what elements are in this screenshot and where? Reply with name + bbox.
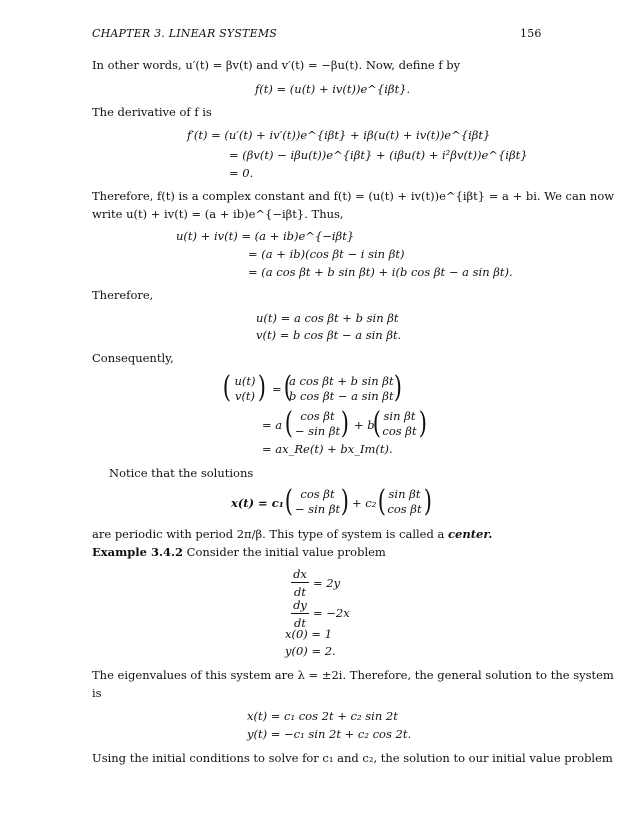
general-solution-y: y(t) = −c₁ sin 2t + c₂ cos 2t. [247, 727, 412, 741]
dx-numerator: dx [293, 567, 307, 581]
vector-lhs-top: u(t) [234, 374, 256, 388]
xsol-matrix-2 [382, 487, 427, 517]
expansion-line-3: = (a cos βt + b sin βt) + i(b cos βt − a sin βt). [248, 265, 513, 279]
left-paren: ( [222, 370, 231, 405]
left-paren: ( [377, 484, 386, 519]
right-paren: ) [340, 484, 349, 519]
fraction-bar [291, 582, 309, 583]
vector-rhs [289, 374, 399, 404]
dt-denominator: dt [294, 585, 306, 599]
xsol-matrix-2-bottom: cos βt [387, 502, 422, 516]
right-paren: ) [418, 406, 427, 441]
paragraph-3-line-1: Therefore, f(t) is a complex constant and f(t) = (u(t) + iv(t))e^{iβt} = a + bi. We can now [92, 189, 615, 203]
matrix-1-top: cos βt [300, 409, 335, 423]
equals-sign: = [272, 382, 282, 396]
coefficient-a: = a [262, 418, 283, 432]
derivative-line-2: = (βv(t) − iβu(t))e^{iβt} + (iβu(t) + i²βv(t))e^{iβt} [229, 148, 528, 162]
expansion-line-2: = (a + ib)(cos βt − i sin βt) [248, 247, 405, 261]
running-header: CHAPTER 3. LINEAR SYSTEMS [92, 27, 278, 40]
vector-rhs-top: a cos βt + b sin βt [289, 374, 394, 388]
matrix-2-top: sin βt [383, 409, 416, 423]
left-paren: ( [372, 406, 381, 441]
xsol-lhs: x(t) = c₁ [231, 496, 284, 510]
paragraph-7-text: are periodic with period 2π/β. This type of system is called a [92, 527, 445, 541]
ivp-rhs-2: = −2x [313, 606, 350, 620]
right-paren: ) [423, 484, 432, 519]
dt-denominator: dt [294, 616, 306, 630]
paragraph-8-line-1: The eigenvalues of this system are λ = ±2i. Therefore, the general solution to the system [92, 668, 614, 682]
left-paren: ( [284, 484, 293, 519]
term-center: center. [448, 527, 493, 541]
dy-numerator: dy [293, 598, 307, 612]
example-label: Example 3.4.2 [92, 545, 183, 559]
paragraph-4: Therefore, [92, 288, 154, 302]
xsol-matrix-1-bottom: − sin βt [294, 502, 341, 516]
solution-v: v(t) = b cos βt − a sin βt. [256, 328, 402, 342]
ivp-rhs-1: = 2y [313, 576, 341, 590]
matrix-2 [377, 409, 422, 439]
page-number: 156 [520, 27, 542, 40]
example-heading [92, 545, 386, 559]
example-text: Consider the initial value problem [186, 545, 386, 559]
vector-lhs-bottom: v(t) [234, 389, 256, 403]
xsol-plus-c2: + c₂ [352, 496, 377, 510]
paragraph-1: In other words, u′(t) = βv(t) and v′(t) = −βu(t). Now, define f by [92, 58, 461, 72]
derivative-line-1: f′(t) = (u′(t) + iv′(t))e^{iβt} + iβ(u(t) + iv(t))e^{iβt} [187, 128, 491, 142]
xsol-matrix-1 [290, 487, 345, 517]
expansion-line-1: u(t) + iv(t) = (a + ib)e^{−iβt} [176, 229, 355, 243]
matrix-1-bottom: − sin βt [294, 424, 341, 438]
right-paren: ) [393, 370, 402, 405]
matrix-1 [290, 409, 345, 439]
right-paren: ) [340, 406, 349, 441]
paragraph-9: Using the initial conditions to solve for c₁ and c₂, the solution to our initial value problem [92, 751, 613, 765]
paragraph-2: The derivative of f is [92, 105, 212, 119]
right-paren: ) [257, 370, 266, 405]
plus-b: + b [354, 418, 375, 432]
initial-condition-y: y(0) = 2. [285, 644, 336, 658]
left-paren: ( [284, 406, 293, 441]
xsol-matrix-1-top: cos βt [300, 487, 335, 501]
equation-f-definition: f(t) = (u(t) + iv(t))e^{iβt}. [255, 82, 411, 96]
matrix-2-bottom: cos βt [382, 424, 417, 438]
paragraph-8-line-2: is [92, 686, 102, 700]
paragraph-7 [92, 527, 492, 541]
vector-rhs-bottom: b cos βt − a sin βt [289, 389, 394, 403]
vector-lhs [230, 374, 260, 404]
initial-condition-x: x(0) = 1 [285, 627, 333, 641]
general-solution-x: x(t) = c₁ cos 2t + c₂ sin 2t [247, 709, 398, 723]
paragraph-3-line-2: write u(t) + iv(t) = (a + ib)e^{−iβt}. Thus, [92, 207, 344, 221]
paragraph-5: Consequently, [92, 351, 174, 365]
fraction-bar [291, 613, 309, 614]
paragraph-6: Notice that the solutions [109, 466, 254, 480]
solution-u: u(t) = a cos βt + b sin βt [256, 311, 399, 325]
vector-equation-line-3: = ax_Re(t) + bx_Im(t). [262, 442, 393, 456]
left-paren: ( [283, 370, 292, 405]
derivative-line-3: = 0. [229, 166, 254, 180]
xsol-matrix-2-top: sin βt [388, 487, 421, 501]
